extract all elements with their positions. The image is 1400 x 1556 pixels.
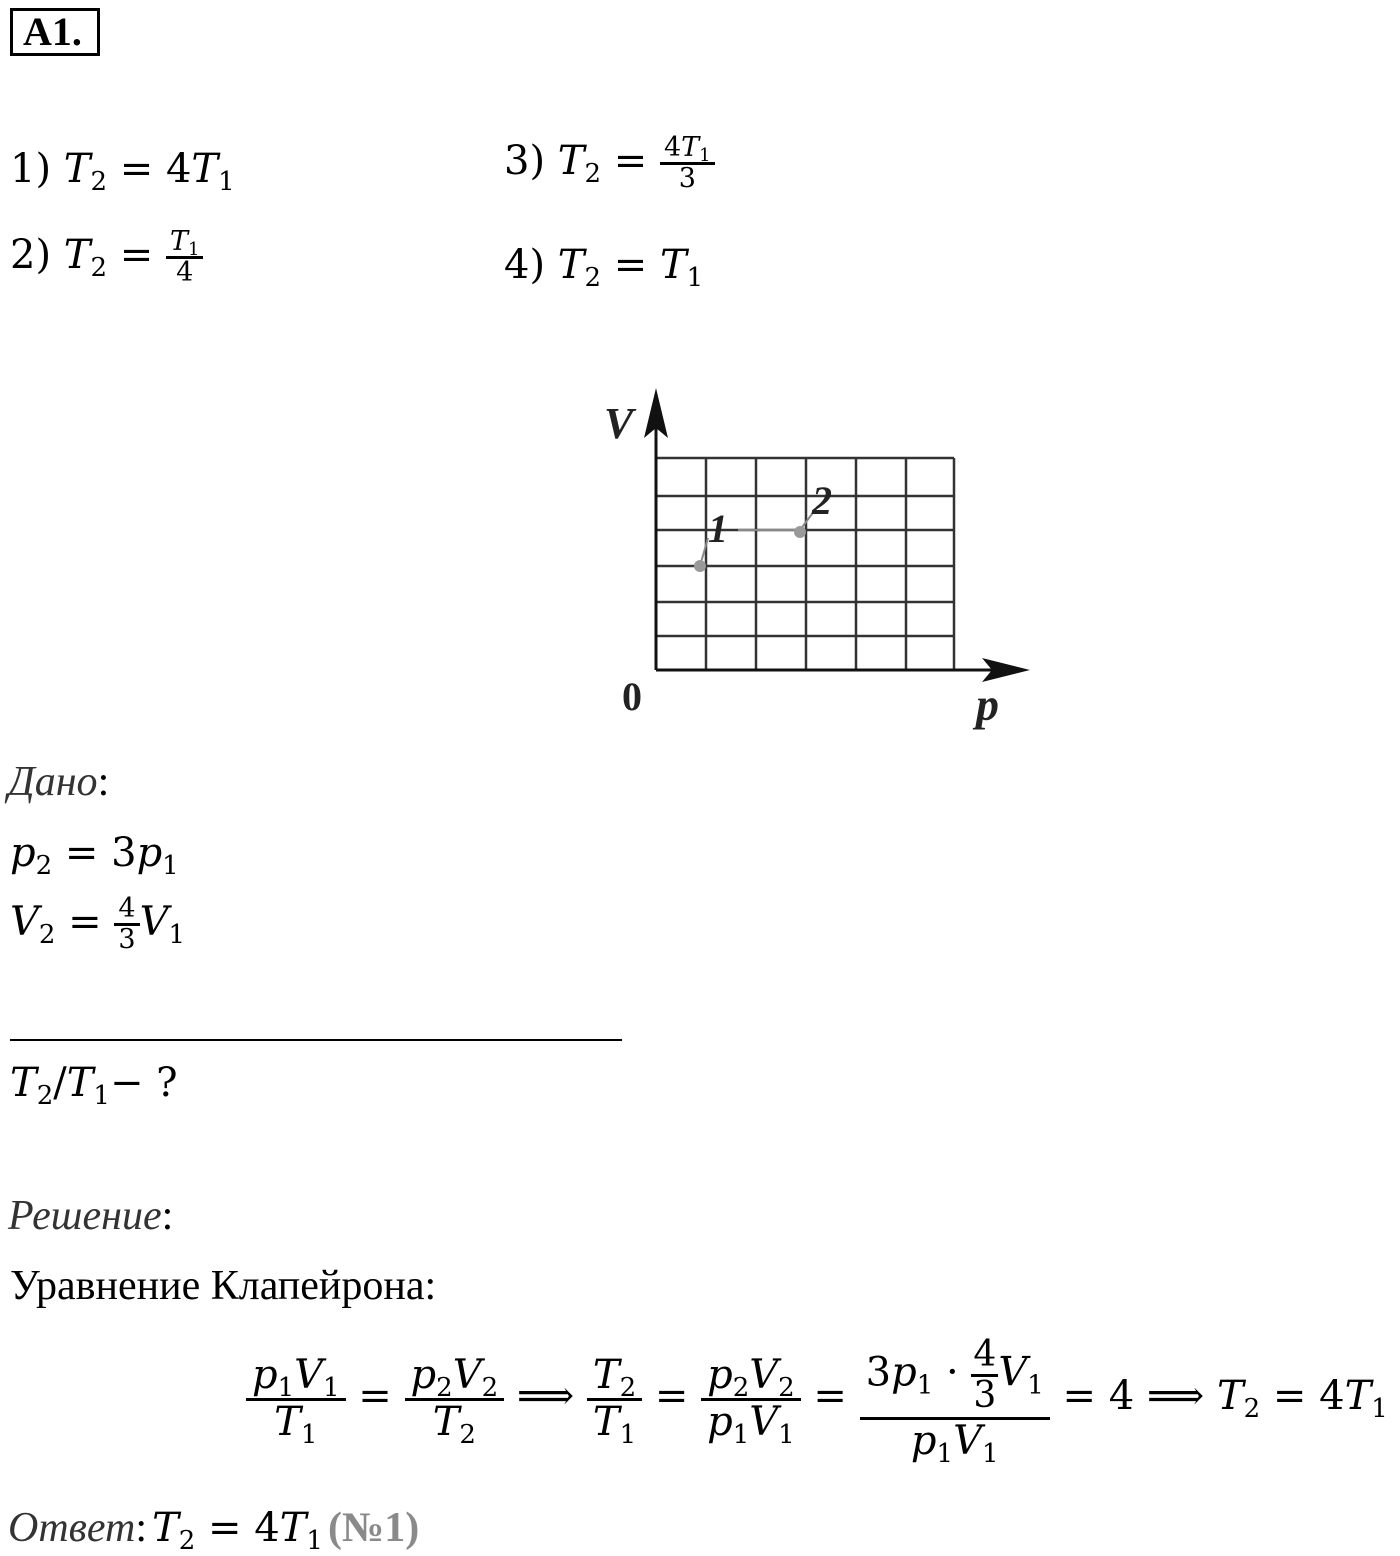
solution-heading: Решение: — [8, 1193, 174, 1239]
v-axis-label: V — [604, 399, 634, 448]
eq-frac-t2-t1: $\frac{T_2}{T_1}$ — [587, 1354, 642, 1443]
find-line: $T_2/T_1-$ ? — [10, 1060, 178, 1111]
clapeyron-equation: $\frac{p_1V_1}{T_1}$ = $\frac{p_2V_2}{T_2}$ ⟹ $\frac{T_2}{T_1}$ = $\frac{p_2V_2}{p_1V_1}$ = $3p_1$ · $\frac{4}{3}$ $V_1$ $p_1V_1$ = 4 ⟹ $T_2 = 4T_1$ — [246, 1336, 1388, 1462]
given-heading: Дано: — [8, 759, 110, 805]
p-axis-label: p — [976, 679, 999, 730]
state-point-2 — [794, 526, 806, 538]
eq-frac-p1v1-t1: $\frac{p_1V_1}{T_1}$ — [246, 1354, 346, 1443]
origin-label: 0 — [622, 674, 642, 719]
equation-name: Уравнение Клапейрона: — [10, 1263, 437, 1309]
option-1: 1) $T_2 = 4T_1$ — [10, 146, 235, 197]
given-volume-fraction: $\frac{4}{3}$ — [114, 895, 139, 955]
answer-line: Ответ: $T_2 = 4T_1$ (№1) — [8, 1505, 420, 1556]
option-3-fraction: $\frac{4T_1}{3}$ — [660, 134, 715, 194]
state-point-1 — [694, 560, 706, 572]
given-divider — [10, 1039, 622, 1041]
option-3: 3) $T_2$ = $\frac{4T_1}{3}$ — [504, 134, 715, 194]
eq-frac-p2v2-p1v1: $\frac{p_2V_2}{p_1V_1}$ — [701, 1354, 801, 1443]
answer-reference: (№1) — [328, 1505, 420, 1551]
given-volume: $V_2$ = $\frac{4}{3}$ $V_1$ — [10, 893, 186, 956]
eq-frac-substituted: $3p_1$ · $\frac{4}{3}$ $V_1$ $p_1V_1$ — [860, 1336, 1050, 1462]
option-2: 2) $T_2$ = $\frac{T_1}{4}$ — [10, 228, 203, 288]
option-4: 4) $T_2 = T_1$ — [504, 242, 704, 293]
eq-result-value: 4 — [1108, 1372, 1135, 1419]
given-pressure: $p_2 = 3p_1$ — [10, 830, 179, 881]
point-1-label: 1 — [708, 506, 728, 551]
vp-diagram — [590, 380, 1040, 740]
problem-label: A1. — [10, 8, 100, 56]
option-2-fraction: $\frac{T_1}{4}$ — [166, 228, 203, 288]
eq-frac-p2v2-t2: $\frac{p_2V_2}{T_2}$ — [405, 1354, 505, 1443]
point-2-label: 2 — [812, 478, 832, 523]
